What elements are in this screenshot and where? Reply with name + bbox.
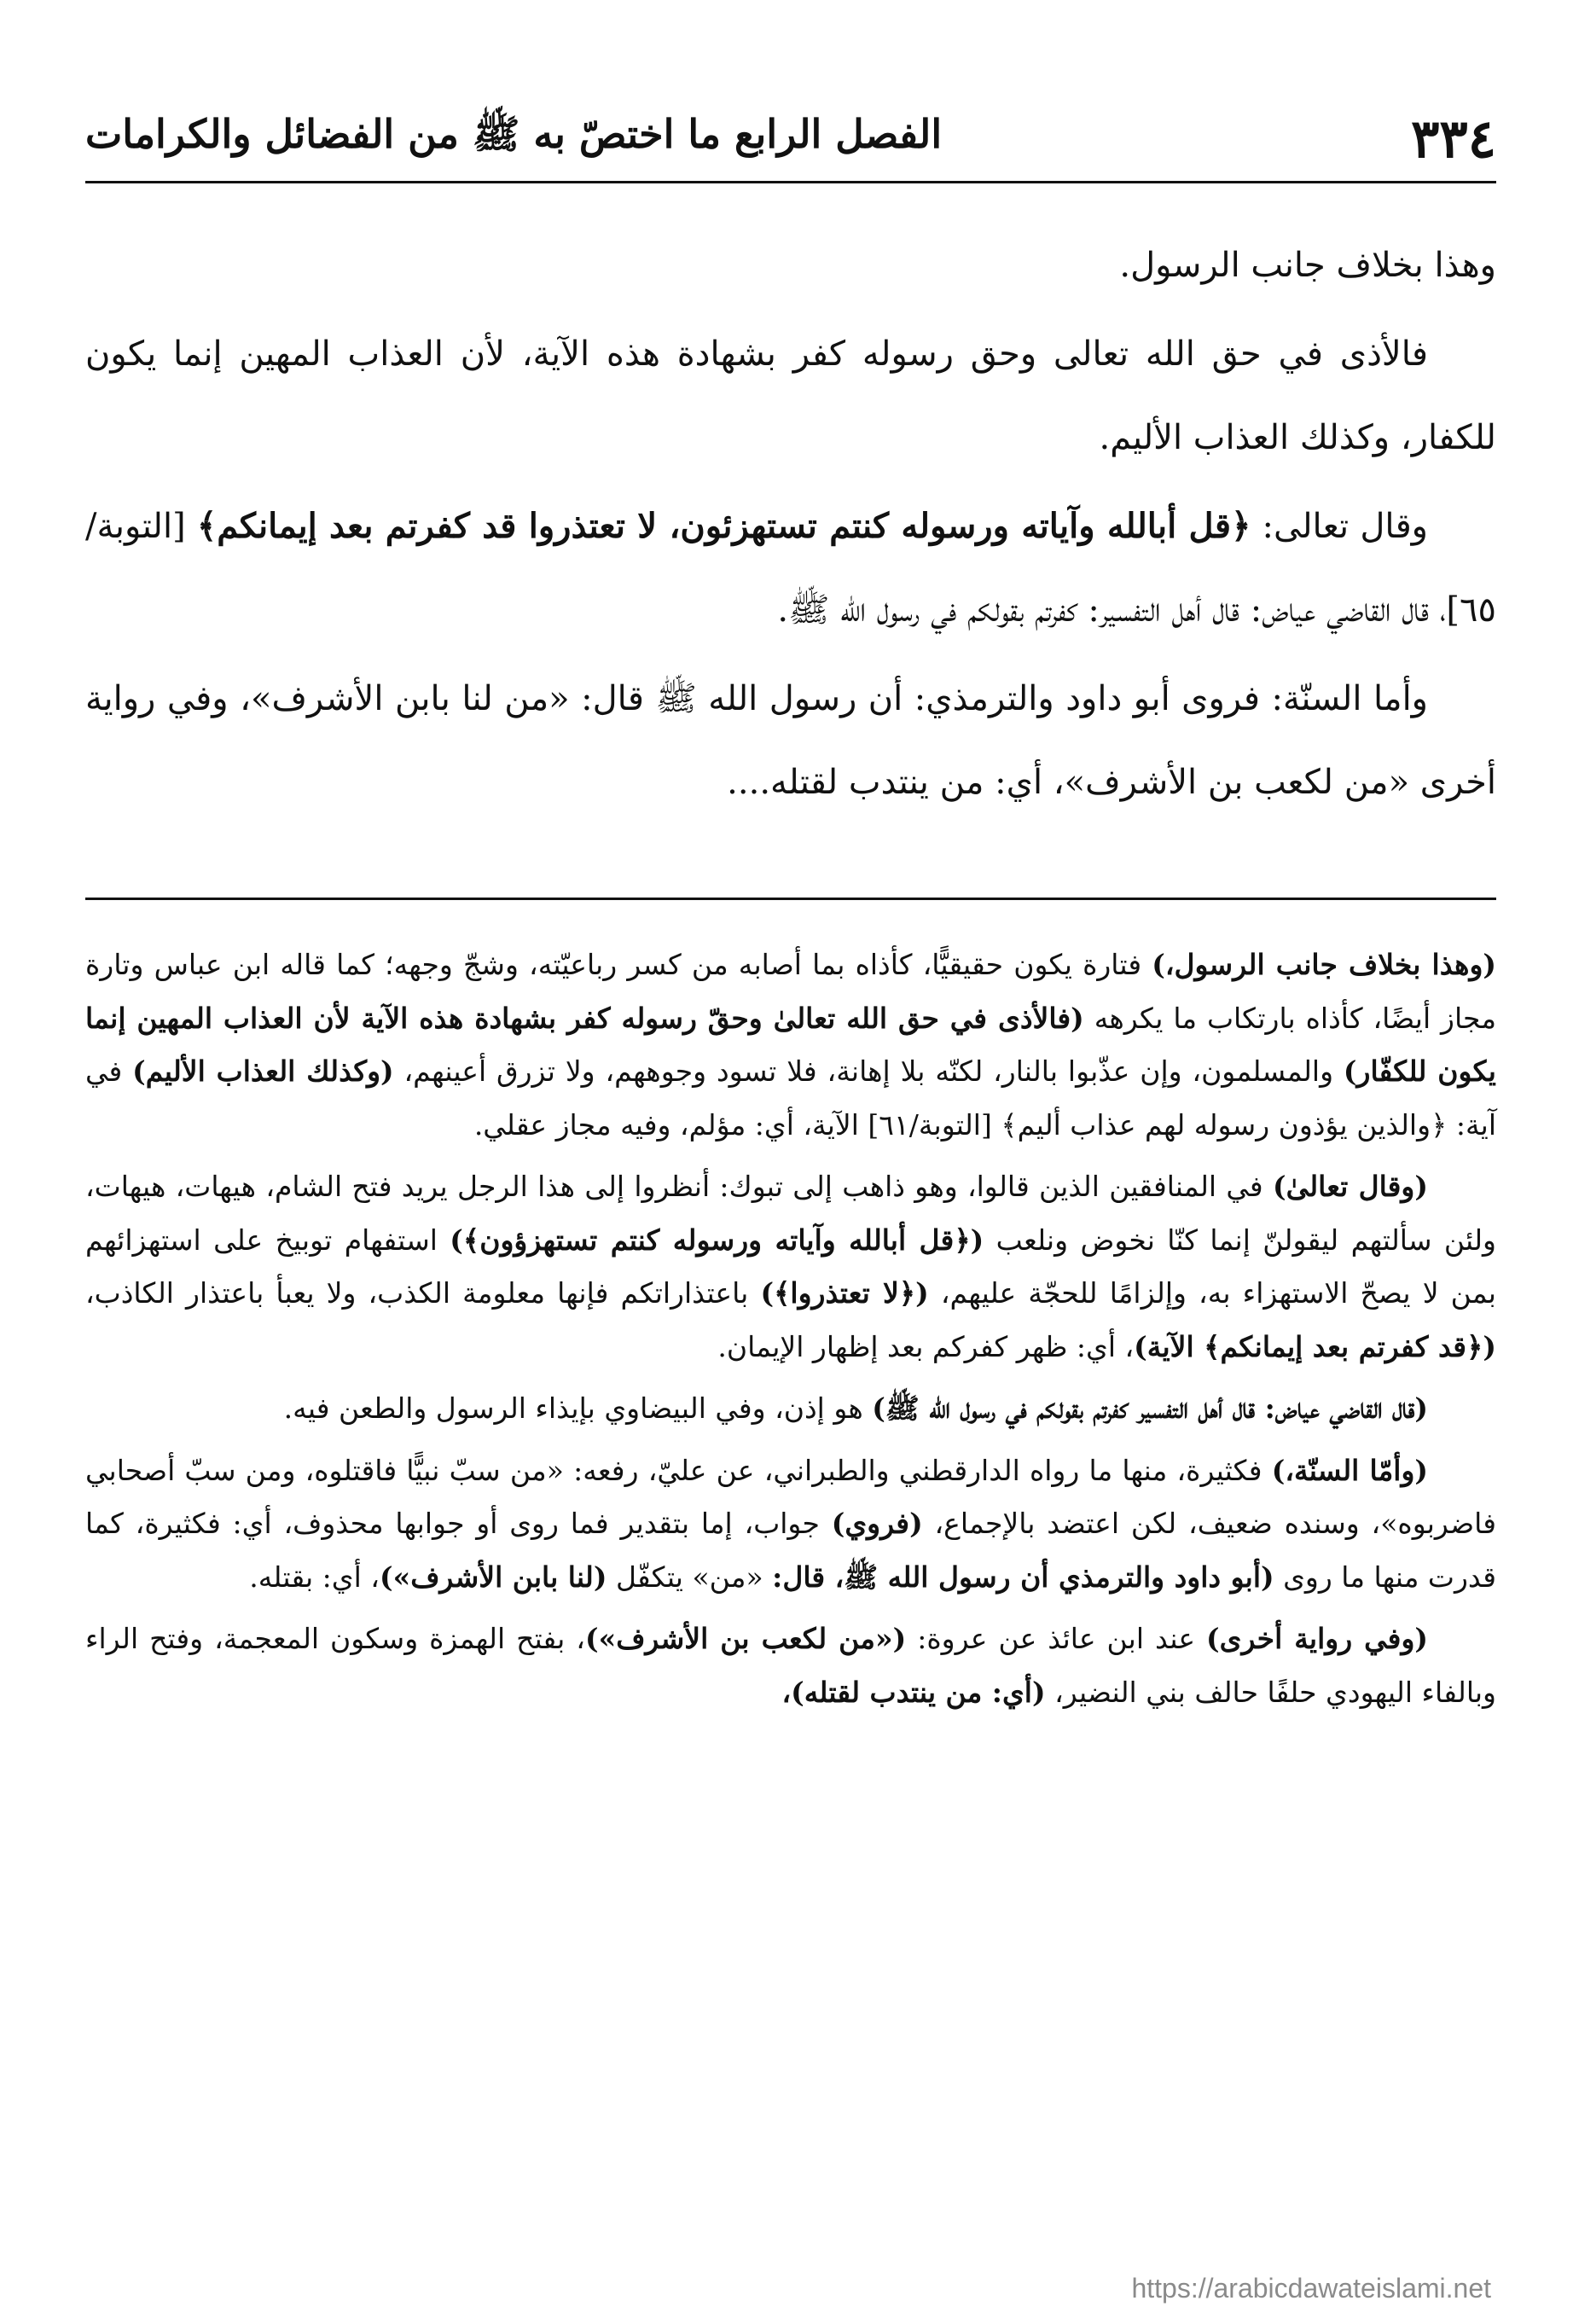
commentary-text-run: باعتذاراتكم فإنها معلومة الكذب، ولا يعبأ باعتذار الكاذب، (85, 1276, 761, 1310)
commentary-lemma: (وقال تعالىٰ) (1272, 1170, 1428, 1203)
main-paragraph: وأما السنّة: فروى أبو داود والترمذي: أن رسول الله ﷺ قال: «من لنا بابن الأشرف»، وفي رواية أخرى «من لكعب بن الأشرف»، أي: من ينتدب لقتله.... (85, 679, 1496, 802)
commentary-text-run: عند ابن عائذ عن عروة: (906, 1622, 1207, 1655)
quran-verse: ﴿قل أبالله وآياته ورسوله كنتم تستهزئون، لا تعتذروا قد كفرتم بعد إيمانكم﴾ (196, 506, 1251, 546)
commentary-text-run: «من» يتكفّل (607, 1560, 773, 1594)
commentary-lemma: (﴿قل أبالله وآياته ورسوله كنتم تستهزؤون﴾) (450, 1223, 984, 1257)
commentary-lemma: (وهذا بخلاف جانب الرسول،) (1152, 948, 1496, 981)
main-paragraph (85, 485, 1496, 652)
main-paragraph: فالأذى في حق الله تعالى وحق رسوله كفر بشهادة هذه الآية، لأن العذاب المهين إنما يكون للكفار، وكذلك العذاب الأليم. (85, 334, 1496, 457)
commentary-lemma: (فالأذى في حق الله تعالىٰ وحقّ رسوله كفر بشهادة هذه الآية لأن العذاب المهين إنما يكون للكفّار) (85, 1001, 1496, 1088)
commentary-text-run: هو إذن، وفي البيضاوي بإيذاء الرسول والطعن فيه. (283, 1391, 873, 1425)
commentary-lemma: (وفي رواية أخرى) (1206, 1622, 1428, 1655)
footnote-separator (85, 898, 1496, 900)
commentary-text-run: استفهام توبيخ على استهزائهم بمن لا يصحّ الاستهزاء به، وإلزامًا للحجّة عليهم، (85, 1223, 1496, 1310)
commentary-text-run: في المنافقين الذين قالوا، وهو ذاهب إلى تبوك: أنظروا إلى هذا الرجل يريد فتح الشام، هيهات، هيهات، ولئن سألتهم ليقولنّ إنما كنّا نخوض ونلعب (85, 1170, 1496, 1257)
commentary-lemma: (أبو داود والترمذي أن رسول الله ﷺ، قال: (772, 1560, 1274, 1594)
main-paragraph: وهذا بخلاف جانب الرسول. (1119, 246, 1496, 285)
commentary-text-run: ، بفتح الهمزة وسكون المعجمة، وفتح الراء وبالفاء اليهودي حلفًا حالف بني النضير، (85, 1622, 1496, 1709)
commentary-paragraph (85, 1612, 1496, 1719)
commentary-text (85, 938, 1496, 1728)
commentary-text-run: جواب، إما بتقدير فما روى أو جوابها محذوف، أي: فكثيرة، كما قدرت منها ما روى (85, 1507, 1496, 1594)
commentary-text-run: ، أي: ظهر كفركم بعد إظهار الإيمان. (717, 1329, 1135, 1363)
paragraph-text: [التوبة/٦٥]، قال القاضي عياض: قال أهل التفسير: كفرتم بقولكم في رسول الله ﷺ. (85, 507, 1496, 630)
commentary-lemma: (قال القاضي عياض: قال أهل التفسير كفرتم بقولكم في رسول الله ﷺ) (872, 1391, 1428, 1425)
commentary-lemma: (لنا بابن الأشرف») (379, 1560, 607, 1594)
commentary-lemma: (﴿لا تعتذروا﴾) (760, 1276, 929, 1310)
page-header (85, 96, 1496, 181)
commentary-paragraph (85, 1160, 1496, 1374)
chapter-title: الفصل الرابع ما اختصّ به ﷺ من الفضائل والكرامات (85, 110, 943, 157)
commentary-lemma: (فروي) (831, 1507, 923, 1540)
commentary-text-run: فتارة يكون حقيقيًّا، كأذاه بما أصابه من كسر رباعيّته، وشجّ وجهه؛ كما قاله ابن عباس وتارة مجاز أيضًا، كأذاه بارتكاب ما يكرهه (85, 948, 1497, 1035)
watermark-url: https://arabicdawateislami.net (1131, 2273, 1491, 2304)
commentary-paragraph (85, 1444, 1496, 1605)
commentary-text-run: والمسلمون، وإن عذّبوا بالنار، لكنّه بلا إهانة، فلا تسود وجوههم، ولا تزرق أعينهم، (393, 1055, 1344, 1088)
page-number: ٣٣٤ (1411, 107, 1496, 170)
commentary-lemma: (﴿قد كفرتم بعد إيمانكم﴾ الآية) (1134, 1329, 1496, 1363)
main-text (85, 224, 1496, 829)
commentary-text-run: فكثيرة، منها ما رواه الدارقطني والطبراني، عن عليّ، رفعه: «من سبّ نبيًّا فاقتلوه، ومن سبّ أصحابي فاضربوه»، وسنده ضعيف، لكن اعتضد بالإجماع، (85, 1453, 1496, 1540)
commentary-lemma: (وأمّا السنّة،) (1271, 1453, 1428, 1487)
commentary-lemma: («من لكعب بن الأشرف») (584, 1622, 907, 1655)
commentary-text-run: في آية: ﴿والذين يؤذون رسوله لهم عذاب أليم﴾ [التوبة/٦١] الآية، أي: مؤلم، وفيه مجاز عقلي. (85, 1055, 1496, 1142)
commentary-lemma: (أي: من ينتدب لقتله)، (781, 1675, 1046, 1709)
commentary-paragraph (85, 938, 1496, 1152)
commentary-text-run: ، أي: بقتله. (249, 1560, 380, 1594)
paragraph-intro: وقال تعالى: (1251, 507, 1429, 546)
commentary-paragraph (85, 1382, 1496, 1436)
commentary-lemma: (وكذلك العذاب الأليم) (132, 1055, 394, 1088)
header-rule (85, 181, 1496, 183)
